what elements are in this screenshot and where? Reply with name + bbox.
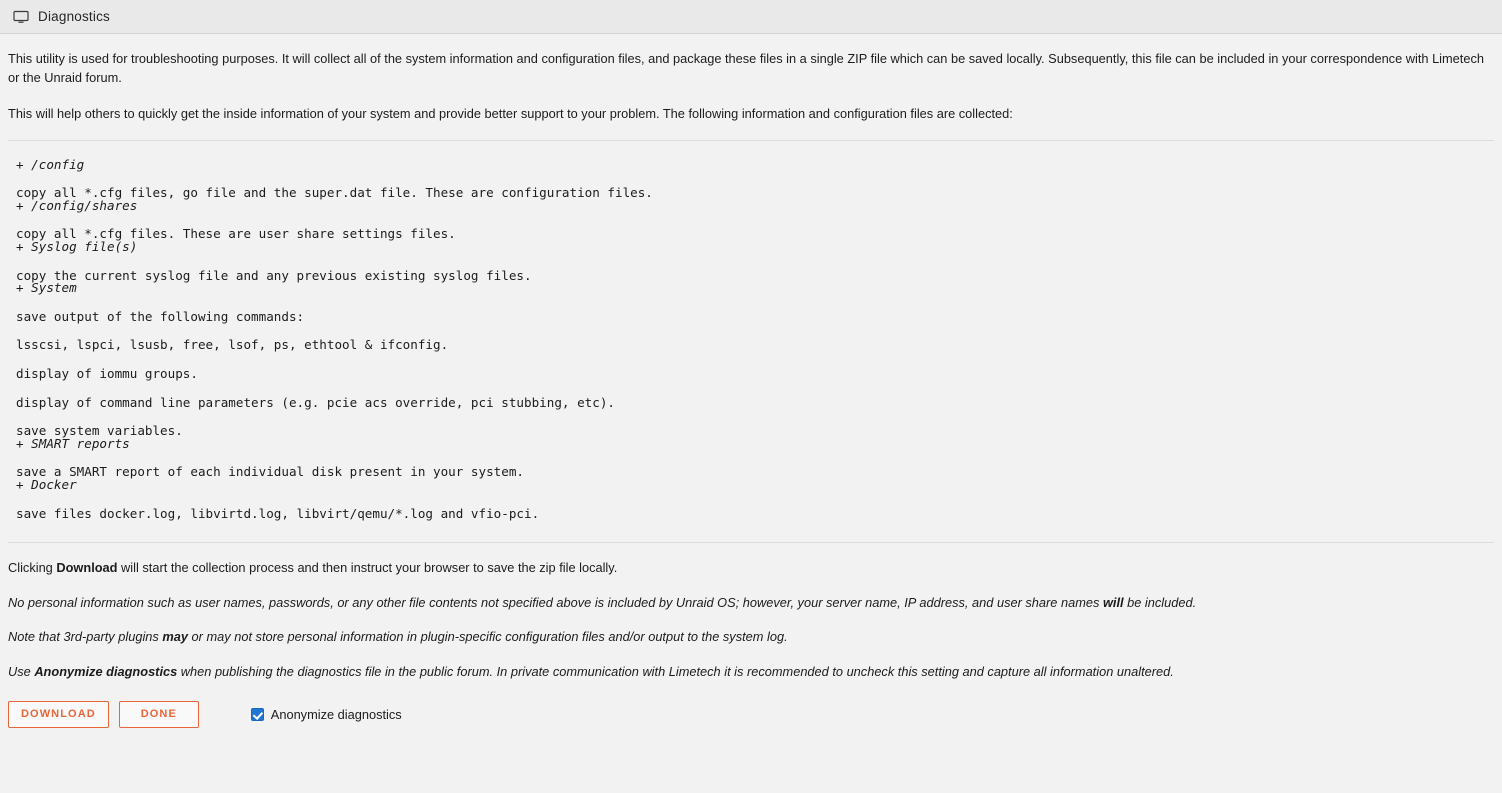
note-download-bold: Download: [56, 560, 118, 576]
note-anonymize-bold: Anonymize diagnostics: [34, 663, 178, 679]
section-line-shares-1: copy all *.cfg files. These are user share settings files.: [16, 226, 456, 242]
content-area: [0, 50, 1502, 734]
collected-files-list: [8, 140, 1494, 544]
note-privacy-pre: No personal information such as user names, passwords, or any other file contents not specified above is included by Unraid OS; however, your server name, IP address, and user share names: [8, 594, 1103, 610]
note-plugins-post: or may not store personal information in plugin-specific configuration files and/or output to the system log.: [187, 629, 788, 645]
section-heading-config-text: + /config: [16, 156, 85, 172]
anonymize-diagnostics-label: Anonymize diagnostics: [270, 707, 402, 723]
note-privacy-post: be included.: [1123, 594, 1197, 610]
section-line-system-1: save output of the following commands:: [16, 308, 305, 324]
monitor-icon: [12, 8, 30, 26]
section-heading-system: [16, 282, 1486, 295]
note-download: [8, 559, 1494, 578]
section-heading-config: [16, 156, 1486, 172]
section-line-syslog-1: copy the current syslog file and any previous existing syslog files.: [16, 267, 532, 283]
section-heading-smart-text: + SMART reports: [16, 435, 130, 451]
section-heading-syslog-text: + Syslog file(s): [16, 239, 138, 255]
section-line-system-2: lsscsi, lspci, lsusb, free, lsof, ps, ethtool & ifconfig.: [16, 337, 449, 353]
anonymize-diagnostics-checkbox-wrapper[interactable]: [251, 707, 402, 722]
download-button[interactable]: DOWNLOAD: [8, 701, 109, 728]
section-heading-shares: [16, 197, 1486, 213]
done-button[interactable]: DONE: [119, 701, 199, 728]
section-line-system-4: display of command line parameters (e.g. pcie acs override, pci stubbing, etc).: [16, 394, 615, 410]
note-plugins-pre: Note that 3rd-party plugins: [8, 629, 163, 645]
window-titlebar: [0, 0, 1502, 34]
section-line-system-5: save system variables.: [16, 423, 183, 439]
note-download-pre: Clicking: [8, 560, 57, 576]
note-privacy-bold: will: [1102, 594, 1124, 610]
section-heading-docker-text: + Docker: [16, 476, 77, 492]
section-heading-docker: [16, 476, 1486, 492]
section-line-docker-1: save files docker.log, libvirtd.log, libvirt/qemu/*.log and vfio-pci.: [16, 505, 540, 521]
intro-paragraph-1: This utility is used for troubleshooting purposes. It will collect all of the system information and configuration files, and package these files in a single ZIP file which can be saved locally. Subsequently, this file can be included in your correspondence with Limetech or the Unraid forum.: [8, 51, 1484, 85]
intro-paragraph-2: This will help others to quickly get the inside information of your system and provide better support to your problem. The following information and configuration files are collected:: [8, 106, 1013, 122]
section-line-config-1: copy all *.cfg files, go file and the super.dat file. These are configuration files.: [16, 185, 653, 201]
section-heading-smart: [16, 435, 1486, 451]
section-heading-shares-text: + /config/shares: [16, 197, 138, 213]
note-anonymize: [8, 663, 1494, 682]
window-title: Diagnostics: [38, 9, 110, 24]
footer-controls: [8, 701, 1494, 734]
note-download-post: will start the collection process and then instruct your browser to save the zip file locally.: [117, 560, 618, 576]
note-anonymize-pre: Use: [8, 663, 35, 679]
section-line-system-3: display of iommu groups.: [16, 365, 198, 381]
note-anonymize-post: when publishing the diagnostics file in the public forum. In private communication with Limetech it is recommended to uncheck this setting and capture all information unaltered.: [177, 663, 1174, 679]
note-plugins-bold: may: [162, 629, 188, 645]
anonymize-diagnostics-checkbox[interactable]: [251, 708, 264, 721]
section-heading-syslog: [16, 241, 1486, 254]
note-plugins: [8, 628, 1494, 647]
note-privacy: [8, 594, 1494, 613]
section-heading-system-text: + System: [16, 280, 77, 296]
section-line-smart-1: save a SMART report of each individual disk present in your system.: [16, 464, 524, 480]
